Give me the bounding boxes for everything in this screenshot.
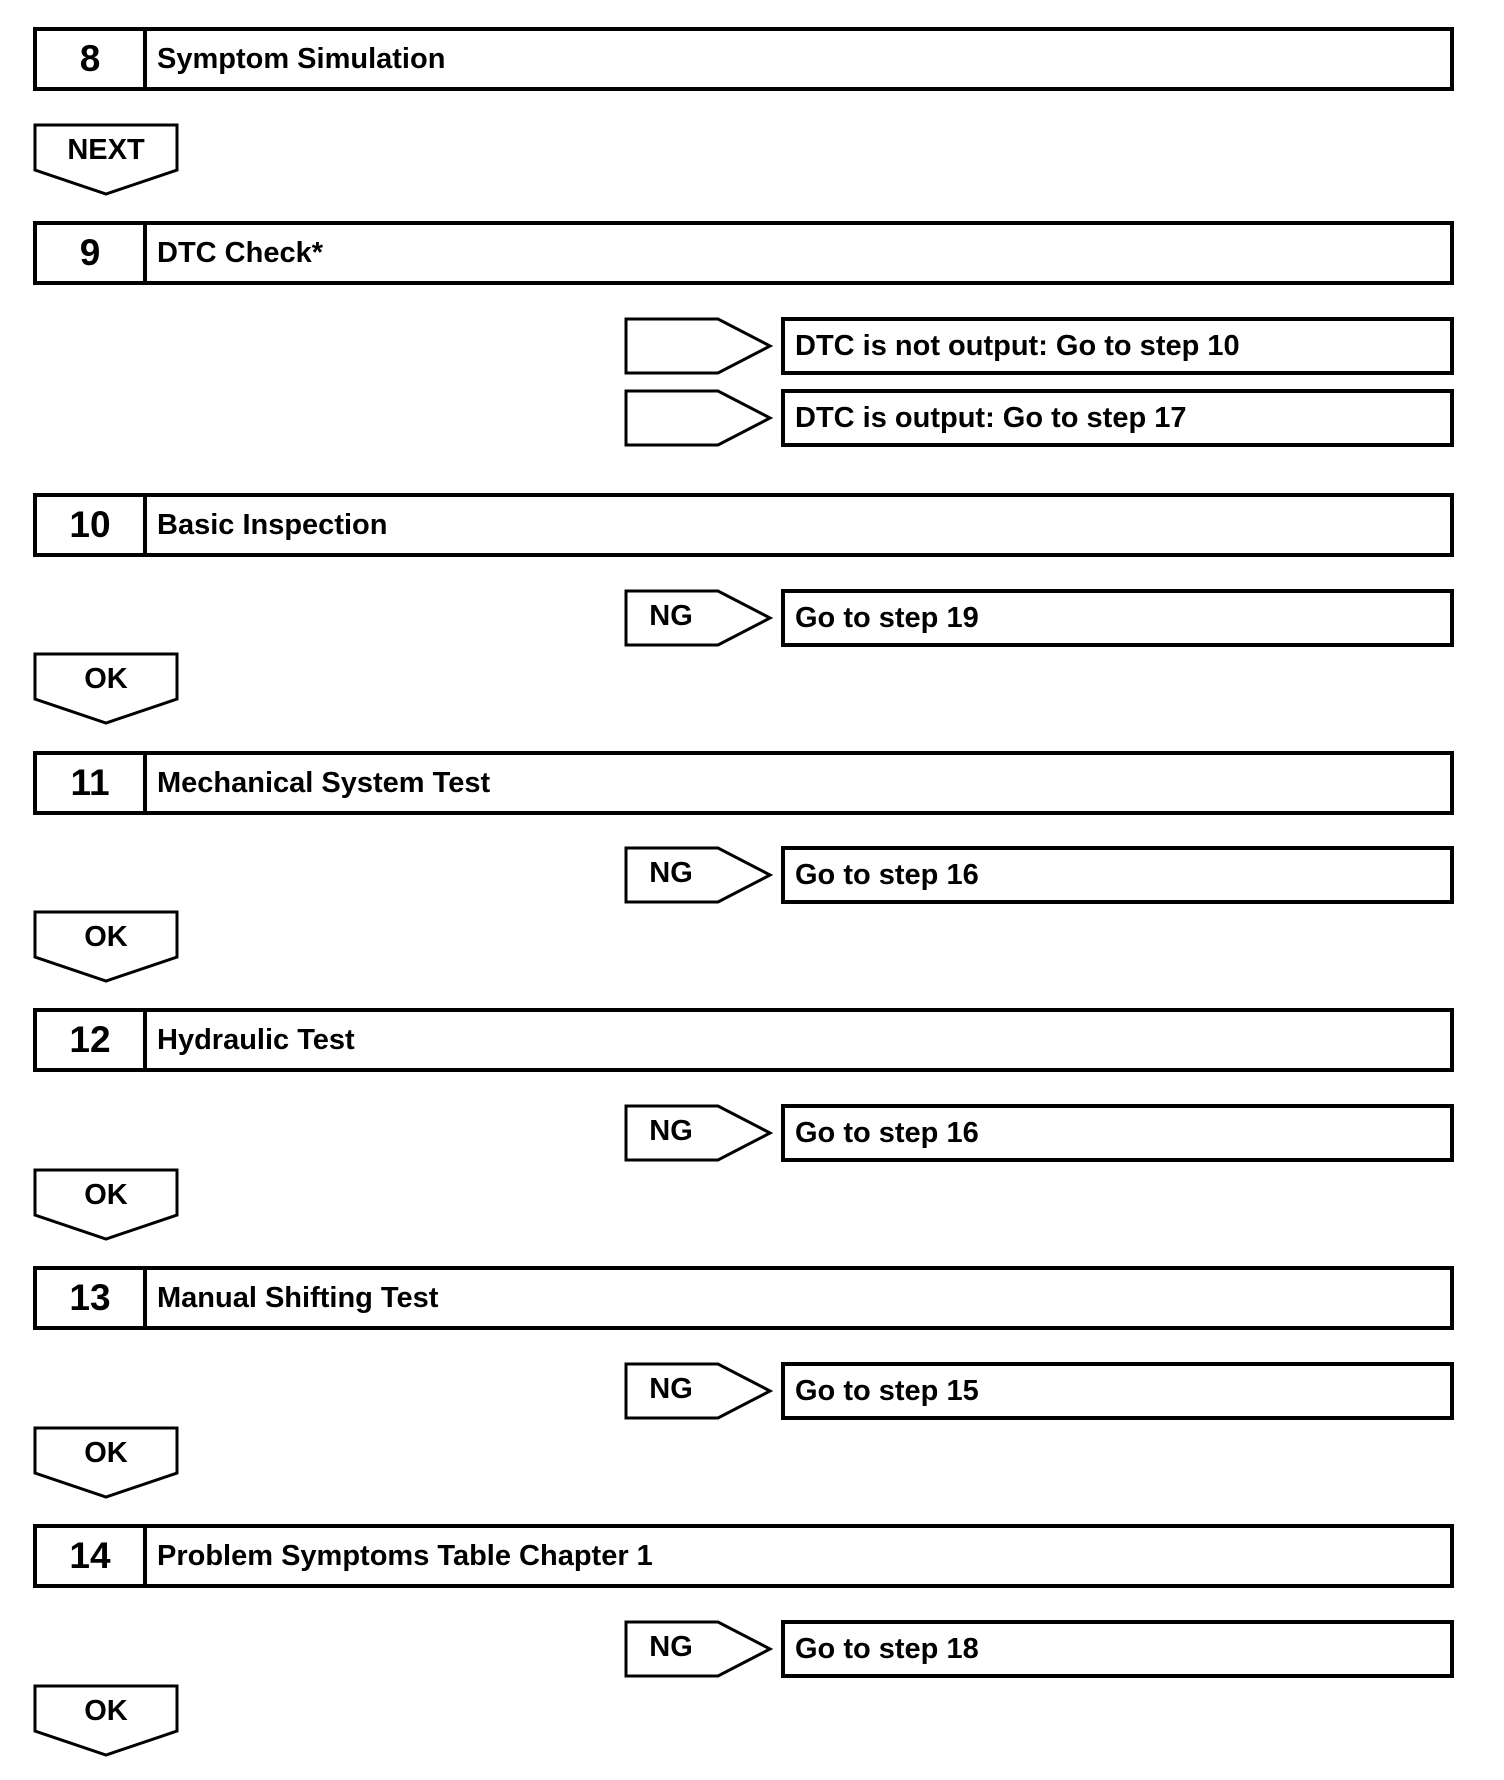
ng-tag-label: NG [649, 856, 693, 889]
step-number: 12 [37, 1012, 147, 1068]
ng-result: Go to step 16 [781, 1104, 1454, 1162]
ng-arrow [624, 1620, 772, 1678]
ng-arrow [624, 846, 772, 904]
step-11-box [33, 751, 1454, 815]
step-number: 11 [37, 755, 147, 811]
step-number: 8 [37, 31, 147, 87]
step-12-box [33, 1008, 1454, 1072]
step-title: Problem Symptoms Table Chapter 1 [157, 1539, 653, 1572]
ng-result: Go to step 18 [781, 1620, 1454, 1678]
step-title: Hydraulic Test [157, 1023, 355, 1056]
ng-tag-label: NG [649, 1630, 693, 1663]
step-14-box [33, 1524, 1454, 1588]
step-number: 10 [37, 497, 147, 553]
ok-tag-label: OK [84, 920, 128, 953]
ok-tag-label: OK [84, 1436, 128, 1469]
next-tag-label: NEXT [67, 133, 145, 166]
dtc-not-output-arrow [624, 317, 772, 375]
ok-tag [33, 1684, 179, 1758]
step-number: 14 [37, 1528, 147, 1584]
ok-tag [33, 910, 179, 984]
dtc-not-output-result: DTC is not output: Go to step 10 [781, 317, 1454, 375]
ok-tag-label: OK [84, 1178, 128, 1211]
dtc-output-arrow [624, 389, 772, 447]
step-title: Mechanical System Test [157, 766, 491, 799]
ng-result: Go to step 19 [781, 589, 1454, 647]
step-title: Basic Inspection [157, 508, 388, 541]
ng-tag-label: NG [649, 1114, 693, 1147]
branch-tag-label [624, 389, 718, 443]
ng-arrow [624, 589, 772, 647]
ok-tag [33, 1168, 179, 1242]
ng-result: Go to step 16 [781, 846, 1454, 904]
ng-arrow [624, 1104, 772, 1162]
ok-tag [33, 1426, 179, 1500]
step-title: DTC Check* [157, 236, 323, 269]
ok-tag-label: OK [84, 1694, 128, 1727]
ng-arrow [624, 1362, 772, 1420]
step-number: 9 [37, 225, 147, 281]
step-13-box [33, 1266, 1454, 1330]
ng-tag-label: NG [649, 1372, 693, 1405]
step-8-box [33, 27, 1454, 91]
ng-result: Go to step 15 [781, 1362, 1454, 1420]
step-title: Manual Shifting Test [157, 1281, 439, 1314]
step-number: 13 [37, 1270, 147, 1326]
step-9-box [33, 221, 1454, 285]
branch-tag-label [624, 317, 718, 371]
ok-tag [33, 652, 179, 726]
dtc-output-result: DTC is output: Go to step 17 [781, 389, 1454, 447]
step-title: Symptom Simulation [157, 42, 446, 75]
ng-tag-label: NG [649, 599, 693, 632]
next-tag [33, 123, 179, 197]
step-10-box [33, 493, 1454, 557]
ok-tag-label: OK [84, 662, 128, 695]
